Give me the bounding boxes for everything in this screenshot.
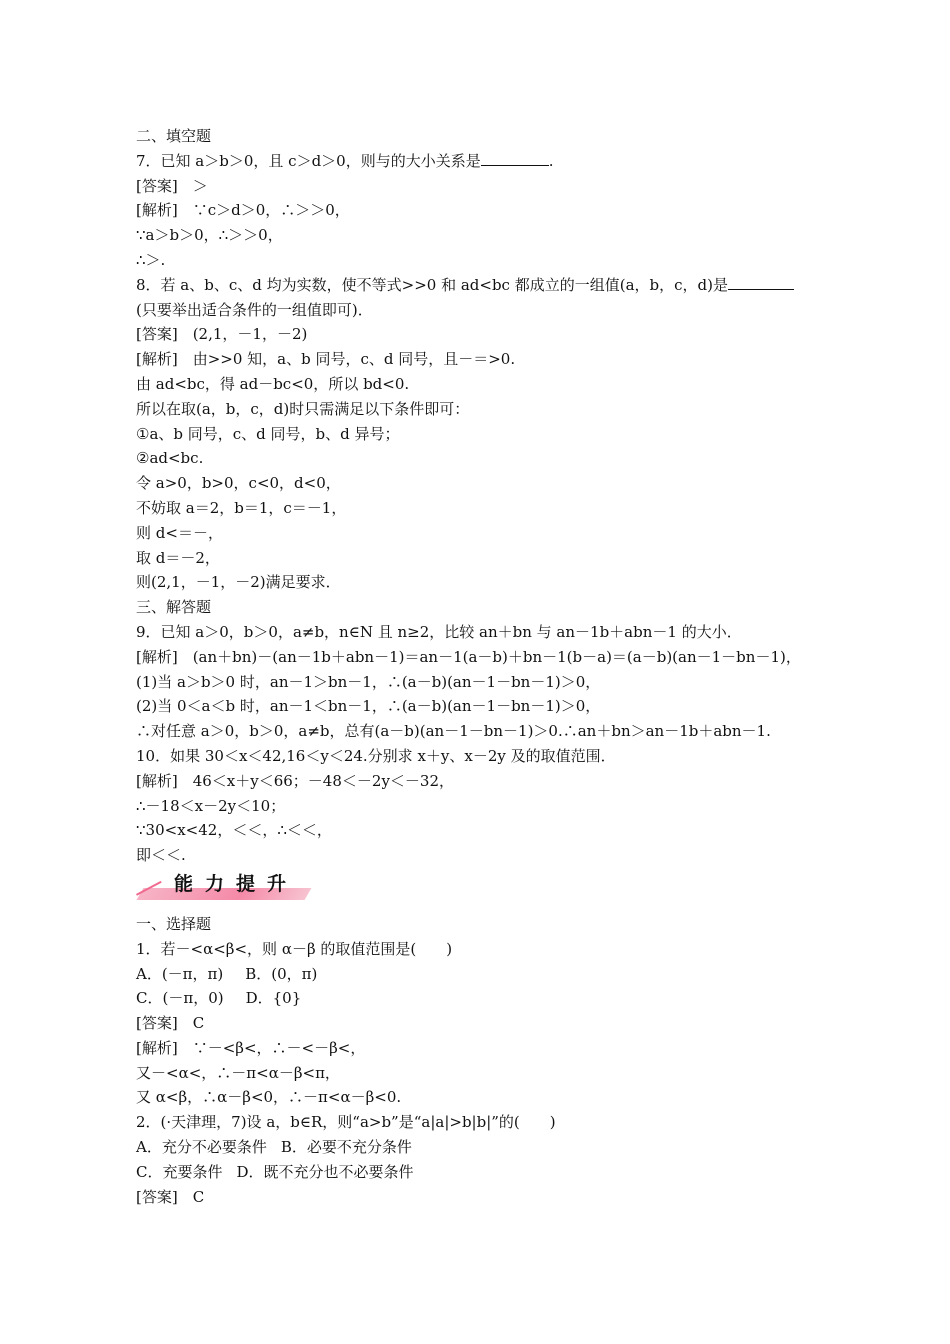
question-1-options-cd (136, 986, 836, 1011)
analysis-8-line-2: 由 ad<bc，得 ad－bc<0，所以 bd<0. (136, 374, 410, 393)
analysis-9-line-3: (2)当 0＜a＜b 时，an－1＜bn－1，∴(a－b)(an－1－bn－1)＞0， (136, 697, 601, 716)
question-8-note: (只要举出适合条件的一组值即可)． (136, 300, 373, 319)
option-a: A．(－π，π) (136, 964, 224, 983)
option-a: A．充分不必要条件 (136, 1138, 267, 1157)
analysis-1-line-1: [解析] ∵－<β<，∴－<－β<， (136, 1038, 366, 1057)
analysis-1-line-3: 又 α<β，∴α－β<0，∴－π<α－β<0. (136, 1088, 402, 1107)
analysis-7-line-1: [解析] ∵c＞d＞0，∴＞＞0， (136, 201, 350, 220)
question-7: 7．已知 a＞b＞0，且 c＞d＞0，则与的大小关系是 . (136, 151, 554, 170)
question-2: 2．(·天津理，7)设 a，b∈R，则“a>b”是“a|a|>b|b|”的( ) (136, 1113, 556, 1132)
answer-1: [答案] C (136, 1014, 205, 1033)
answer-blank (728, 274, 794, 290)
option-c: C．充要条件 (136, 1162, 223, 1181)
analysis-10-line-2: ∴－18＜x－2y＜10； (136, 796, 286, 815)
analysis-9-line-2: (1)当 a＞b＞0 时，an－1＞bn－1，∴(a－b)(an－1－bn－1)＞0， (136, 672, 601, 691)
analysis-8-line-3: 所以在取(a，b，c，d)时只需满足以下条件即可： (136, 399, 470, 418)
analysis-9-line-4: ∴对任意 a＞0，b＞0，a≠b，总有(a－b)(an－1－bn－1)＞0.∴an＋bn＞an－1b＋abn－1. (136, 722, 771, 741)
analysis-7-line-2: ∵a＞b＞0，∴＞＞0， (136, 226, 283, 245)
option-b: B．(0，π) (245, 964, 318, 983)
option-c: C．(－π，0) (136, 989, 224, 1008)
analysis-8-line-8: 则 d<＝－， (136, 523, 223, 542)
section-heading-choice: 一、选择题 (136, 914, 212, 933)
analysis-8-line-5: ②ad<bc. (136, 449, 204, 468)
analysis-8-line-6: 令 a>0，b>0，c<0，d<0， (136, 474, 341, 493)
option-d: D．既不充分也不必要条件 (236, 1162, 414, 1181)
section-banner (136, 872, 336, 906)
analysis-8-line-4: ①a、b 同号，c、d 同号，b、d 异号； (136, 424, 400, 443)
analysis-8-line-9: 取 d＝－2， (136, 548, 220, 567)
question-2-options-cd (136, 1160, 836, 1185)
analysis-8-line-10: 则(2,1，－1，－2)满足要求． (136, 573, 341, 592)
question-9: 9．已知 a＞0，b＞0，a≠b，n∈N 且 n≥2，比较 an＋bn 与 an－1b＋abn－1 的大小． (136, 622, 742, 641)
question-1: 1．若－<α<β<，则 α－β 的取值范围是( ) (136, 939, 453, 958)
section-heading-fill-in: 二、填空题 (136, 127, 212, 145)
question-1-options-ab (136, 962, 836, 987)
analysis-7-line-3: ∴＞. (136, 250, 166, 269)
answer-2: [答案] C (136, 1187, 205, 1206)
question-8-text: 8．若 a、b、c、d 均为实数，使不等式>>0 和 ad<bc 都成立的一组值(a，b，c，d)是 (136, 275, 728, 294)
question-8 (136, 273, 836, 298)
option-b: B．必要不充分条件 (280, 1138, 412, 1157)
answer-8: [答案] (2,1，－1，－2) (136, 325, 308, 344)
section-heading-solve: 三、解答题 (136, 598, 212, 617)
analysis-9-line-1: [解析] (an＋bn)－(an－1b＋abn－1)＝an－1(a－b)＋bn－1(b－a)＝(a－b)(an－1－bn－1)， (136, 647, 801, 666)
analysis-10-line-3: ∵30<x<42，＜＜，∴＜＜， (136, 821, 332, 840)
question-2-options-ab (136, 1135, 836, 1160)
analysis-1-line-2: 又－<α<，∴－π<α－β<π， (136, 1063, 340, 1082)
banner-title: 能力提升 (174, 872, 299, 895)
analysis-10-line-1: [解析] 46＜x＋y＜66；－48＜－2y＜－32， (136, 771, 455, 790)
analysis-10-line-4: 即＜＜. (136, 846, 186, 865)
analysis-8-line-7: 不妨取 a＝2，b＝1，c＝－1， (136, 498, 347, 517)
analysis-8-line-1: [解析] 由>>0 知，a、b 同号，c、d 同号，且－＝>0. (136, 350, 516, 369)
option-d: D．{0} (245, 989, 302, 1008)
answer-blank (481, 150, 549, 166)
document-content (136, 124, 836, 1209)
answer-7: [答案] ＞ (136, 176, 208, 195)
question-7-text: 7．已知 a＞b＞0，且 c＞d＞0，则与的大小关系是 (136, 151, 481, 170)
question-10: 10．如果 30＜x＜42,16＜y＜24.分别求 x＋y、x－2y 及的取值范围． (136, 746, 616, 765)
